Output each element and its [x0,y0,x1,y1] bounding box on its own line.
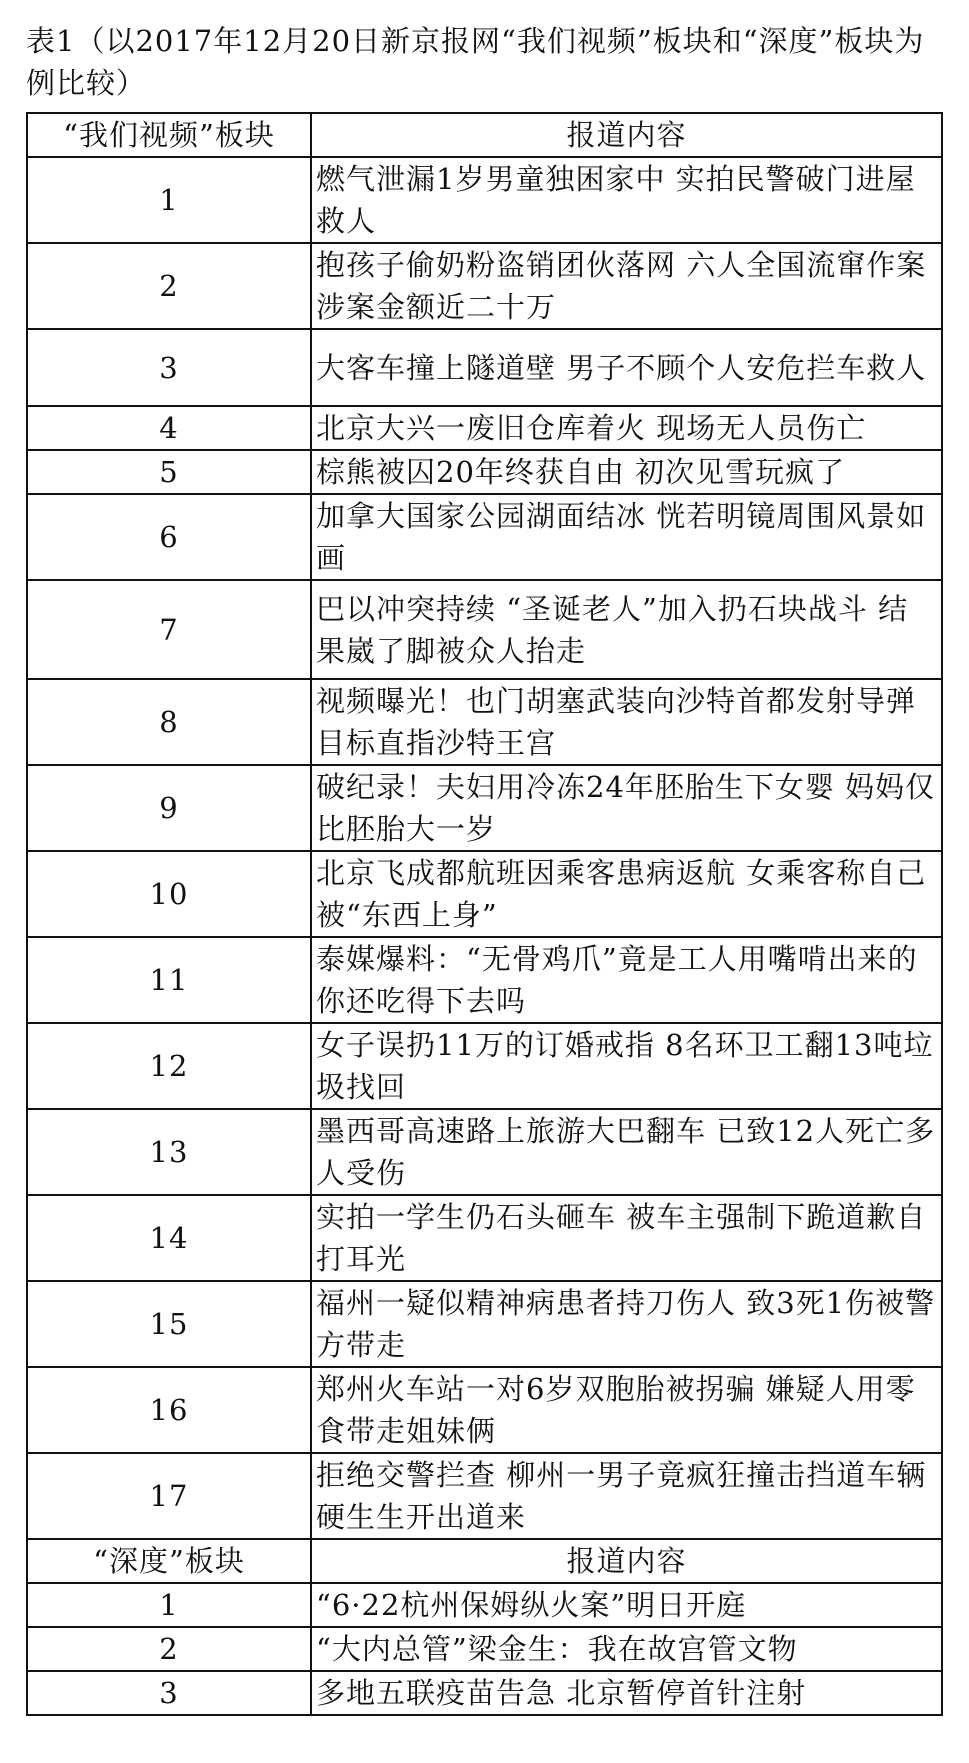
table-row [27,406,942,450]
section2-header-row [27,1539,942,1583]
section1-header-left: “我们视频”板块 [27,113,311,157]
row-content: 拒绝交警拦查 柳州一男子竟疯狂撞击挡道车辆 硬生生开出道来 [311,1453,942,1539]
table-caption: 表1（以2017年12月20日新京报网“我们视频”板块和“深度”板块为例比较） [26,24,925,100]
row-number: 1 [27,1583,311,1627]
section1-header-right: 报道内容 [311,113,942,157]
row-content: “大内总管”梁金生：我在故宫管文物 [311,1627,942,1671]
row-number: 15 [27,1281,311,1367]
row-content: 北京大兴一废旧仓库着火 现场无人员伤亡 [311,406,942,450]
row-content: 抱孩子偷奶粉盗销团伙落网 六人全国流窜作案涉案金额近二十万 [311,243,942,329]
row-content: 泰媒爆料：“无骨鸡爪”竟是工人用嘴啃出来的 你还吃得下去吗 [311,937,942,1023]
row-content: 大客车撞上隧道壁 男子不顾个人安危拦车救人 [311,329,942,406]
table-row [27,580,942,679]
row-content: 实拍一学生仍石头砸车 被车主强制下跪道歉自打耳光 [311,1195,942,1281]
row-content: 墨西哥高速路上旅游大巴翻车 已致12人死亡多人受伤 [311,1109,942,1195]
table-row [27,1453,942,1539]
table-row [27,1281,942,1367]
table-row [27,329,942,406]
row-number: 12 [27,1023,311,1109]
table-row [27,765,942,851]
table-row [27,1583,942,1627]
table-row [27,679,942,765]
row-number: 2 [27,243,311,329]
row-content: 福州一疑似精神病患者持刀伤人 致3死1伤被警方带走 [311,1281,942,1367]
row-number: 2 [27,1627,311,1671]
row-number: 11 [27,937,311,1023]
row-content: 加拿大国家公园湖面结冰 恍若明镜周围风景如画 [311,494,942,580]
row-number: 7 [27,580,311,679]
row-number: 14 [27,1195,311,1281]
table-row [27,1109,942,1195]
row-content: 北京飞成都航班因乘客患病返航 女乘客称自己被“东西上身” [311,851,942,937]
table-row [27,851,942,937]
row-content: “6·22杭州保姆纵火案”明日开庭 [311,1583,942,1627]
table-row [27,450,942,494]
row-number: 10 [27,851,311,937]
row-content: 巴以冲突持续 “圣诞老人”加入扔石块战斗 结果崴了脚被众人抬走 [311,580,942,679]
row-number: 17 [27,1453,311,1539]
row-number: 5 [27,450,311,494]
table-row [27,1627,942,1671]
table-row [27,157,942,243]
table-row [27,243,942,329]
row-number: 3 [27,1671,311,1715]
row-number: 8 [27,679,311,765]
table-row [27,494,942,580]
row-content: 棕熊被囚20年终获自由 初次见雪玩疯了 [311,450,942,494]
row-content: 燃气泄漏1岁男童独困家中 实拍民警破门进屋救人 [311,157,942,243]
row-number: 16 [27,1367,311,1453]
row-number: 6 [27,494,311,580]
section1-header-row [27,113,942,157]
comparison-table [26,112,943,1716]
section2-header-right: 报道内容 [311,1539,942,1583]
row-number: 1 [27,157,311,243]
table-row [27,1671,942,1715]
section2-header-left: “深度”板块 [27,1539,311,1583]
row-number: 4 [27,406,311,450]
table-row [27,1195,942,1281]
table-row [27,937,942,1023]
row-content: 视频曝光！也门胡塞武装向沙特首都发射导弹 目标直指沙特王宫 [311,679,942,765]
row-content: 郑州火车站一对6岁双胞胎被拐骗 嫌疑人用零食带走姐妹俩 [311,1367,942,1453]
table-row [27,1367,942,1453]
row-content: 多地五联疫苗告急 北京暂停首针注射 [311,1671,942,1715]
row-number: 3 [27,329,311,406]
table-row [27,1023,942,1109]
row-content: 女子误扔11万的订婚戒指 8名环卫工翻13吨垃圾找回 [311,1023,942,1109]
row-number: 9 [27,765,311,851]
row-number: 13 [27,1109,311,1195]
row-content: 破纪录！夫妇用冷冻24年胚胎生下女婴 妈妈仅比胚胎大一岁 [311,765,942,851]
